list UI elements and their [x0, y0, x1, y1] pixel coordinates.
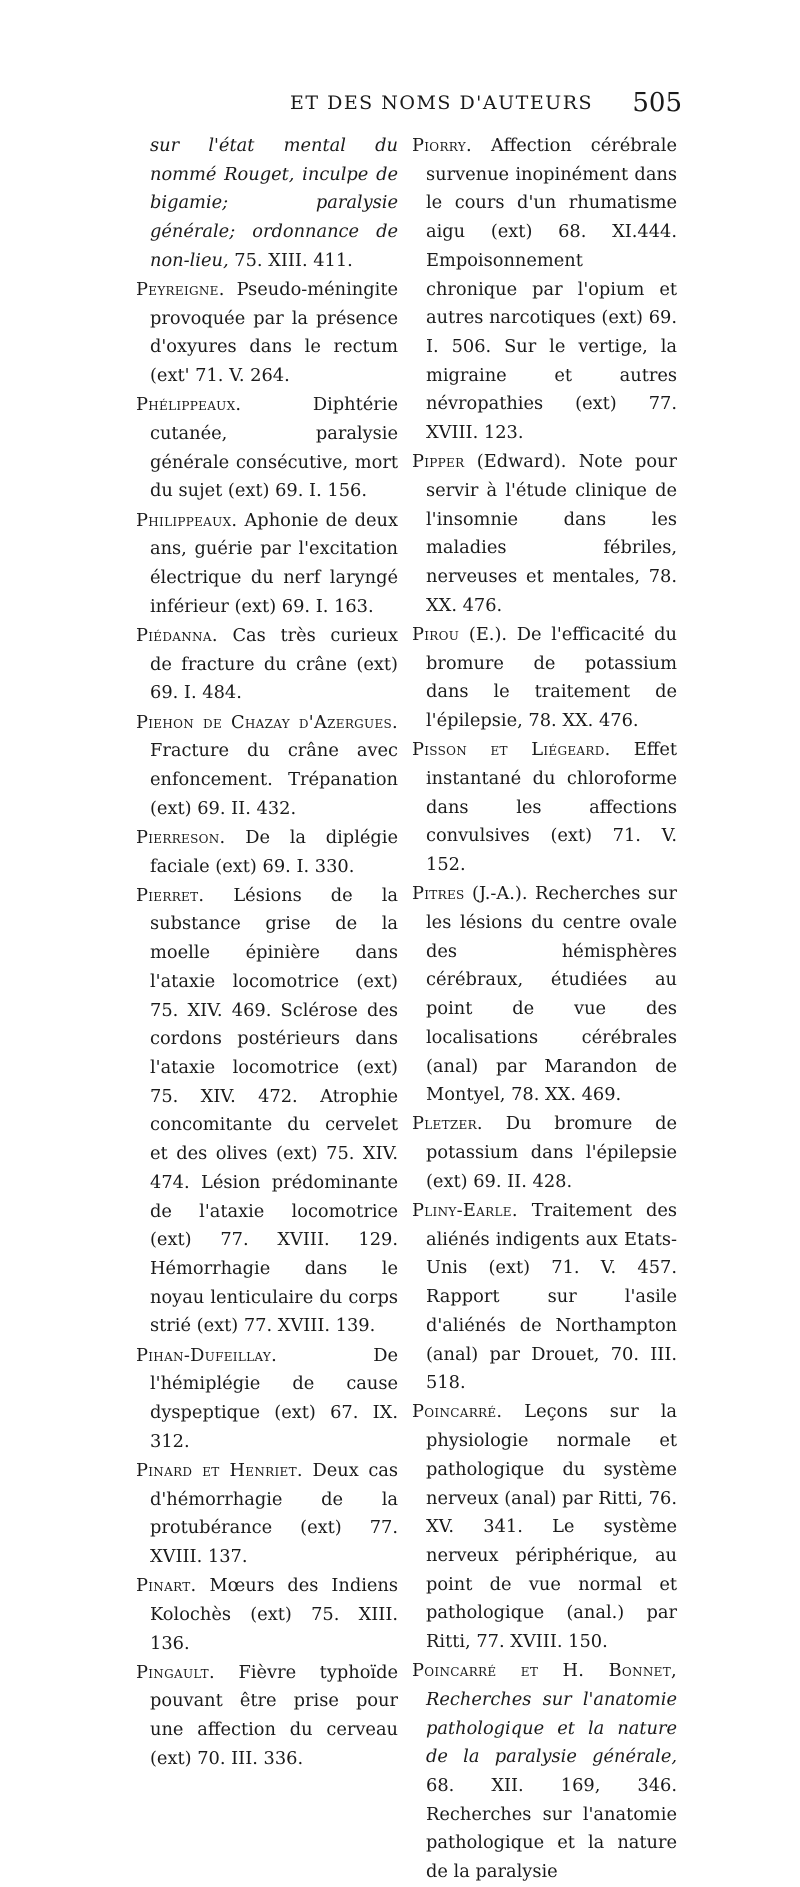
running-head — [130, 88, 682, 122]
author-name: Piorry. — [412, 135, 472, 156]
entry-text: Mœurs des Indiens Kolochès (ext) 75. XIII. 136. — [150, 1575, 398, 1654]
index-entry — [136, 507, 398, 622]
entry-text: Affection cérébrale survenue inopinément dans le cours d'un rhumatisme aigu (ext) 68. XI.444. Empoisonnement chronique par l'opium et autres narcotiques (ext) 69. I. 506. Sur le vertige, la migraine et autres névropathies (ext) 77. XVIII. 123. — [426, 135, 677, 444]
author-name: Pingault. — [136, 1661, 215, 1683]
entry-text: Lésions de la substance grise de la moelle épinière dans l'ataxie locomotrice (ext) 75. XIV. 469. Sclérose des cordons postérieurs dans l'ataxie locomotrice (ext) 75. XIV. 472. Atrophie concomitante du cervelet et des olives (ext) 75. XIV. 474. Lésion prédominante de l'ataxie locomotrice (ext) 77. XVIII. 129. Hémorrhagie dans le noyau lenticulaire du corps strié (ext) 77. XVIII. 139. — [150, 884, 398, 1337]
entry-text: (E.). De l'efficacité du bromure de potassium dans le traitement de l'épilepsie, 78. XX. 476. — [426, 623, 677, 732]
author-name: Piehon de Chazay d'Azergues. — [136, 711, 398, 733]
index-entry — [412, 880, 677, 1110]
index-entry — [136, 622, 398, 708]
entry-text: 68. XII. 169, 346. Recherches sur l'anatomie pathologique et la nature de la paralysie — [426, 1775, 677, 1883]
entry-text: Cas très curieux de fracture du crâne (ext) 69. I. 484. — [150, 624, 398, 704]
running-title: ET DES NOMS D'AUTEURS — [290, 92, 594, 114]
author-name: Phélippeaux. — [136, 394, 242, 416]
author-name: Poincarré. — [412, 1401, 503, 1423]
index-entry — [412, 621, 677, 736]
index-entry — [136, 1572, 398, 1658]
entry-text: Aphonie de deux ans, guérie par l'excitation électrique du nerf laryngé inférieur (ext) 69. I. 163. — [150, 509, 398, 617]
page-number: 505 — [632, 88, 682, 118]
index-entry — [412, 736, 677, 880]
entry-text: De l'hémiplégie de cause dyspeptique (ext) 67. IX. 312. — [150, 1344, 398, 1452]
entry-text: Fracture du crâne avec enfoncement. Trépanation (ext) 69. II. 432. — [150, 740, 398, 819]
index-entry — [136, 709, 398, 824]
author-name: Pletzer. — [412, 1113, 483, 1135]
author-name: Pipper — [412, 451, 465, 473]
index-entry — [136, 1457, 398, 1572]
author-name: Pirou — [412, 623, 460, 645]
index-entry — [136, 1659, 398, 1774]
author-name: Pihan-Dufeillay. — [136, 1344, 278, 1366]
entry-text: Effet instantané du chloroforme dans les affections convulsives (ext) 71. V. 152. — [426, 739, 678, 876]
entry-text: Fièvre typhoïde pouvant être prise pour une affection du cerveau (ext) 70. III. 336. — [150, 1661, 398, 1769]
author-name: Philippeaux. — [136, 509, 238, 531]
author-name: Piédanna. — [136, 624, 218, 646]
index-entry — [136, 1342, 398, 1457]
index-entry — [412, 1657, 677, 1887]
author-name: Poincarré et H. Bonnet, — [412, 1660, 677, 1682]
entry-text: Deux cas d'hémorrhagie de la protubérance (ext) 77. XVIII. 137. — [150, 1459, 399, 1567]
author-name: Peyreigne. — [136, 279, 225, 301]
index-entry — [412, 1398, 677, 1656]
entry-text: 75. XIII. 411. — [228, 249, 353, 271]
index-entry — [136, 824, 398, 881]
entry-text: Traitement des aliénés indigents aux Etats-Unis (ext) 71. V. 457. Rapport sur l'asile d'aliénés de Northampton (anal) par Drouet, 70. III. 518. — [426, 1200, 677, 1394]
entry-text: (Edward). Note pour servir à l'étude clinique de l'insomnie dans les maladies fébriles, nerveuses et mentales, 78. XX. 476. — [426, 451, 677, 616]
index-entry — [412, 448, 677, 620]
entry-text: Diphtérie cutanée, paralysie générale consécutive, mort du sujet (ext) 69. I. 156. — [150, 394, 398, 502]
entry-text: (J.-A.). Recherches sur les lésions du centre ovale des hémisphères cérébraux, étudiées au point de vue des localisations cérébrales (anal) par Marandon de Montyel, 78. XX. 469. — [426, 883, 677, 1106]
entry-text: Pseudo-méningite provoquée par la présence d'oxyures dans le rectum (ext' 71. V. 264. — [150, 279, 398, 387]
work-title: Recherches sur l'anatomie pathologique et la nature de la paralysie générale, — [426, 1688, 677, 1768]
index-entry — [412, 132, 677, 448]
author-name: Pitres — [412, 883, 465, 905]
author-name: Pinart. — [136, 1575, 197, 1597]
index-entry-continuation — [136, 132, 398, 276]
author-name: Pisson et Liégeard. — [412, 739, 611, 761]
entry-text: Du bromure de potassium dans l'épilepsie (ext) 69. II. 428. — [426, 1113, 677, 1192]
left-column — [136, 132, 398, 1774]
work-title: sur l'état mental du nommé Rouget, inculpe de bigamie; paralysie générale; ordonnance de non-lieu, — [150, 135, 398, 271]
entry-text: Leçons sur la physiologie normale et pathologique du système nerveux (anal) par Ritti, 76. XV. 341. Le système nerveux périphérique, au point de vue normal et pathologique (anal.) par Ritti, 77. XVIII. 150. — [426, 1401, 677, 1653]
author-name: Pierreson. — [136, 826, 226, 848]
index-entry — [412, 1197, 677, 1398]
right-column — [412, 132, 677, 1887]
author-name: Pinard et Henriet. — [136, 1459, 303, 1481]
entry-text: De la diplégie faciale (ext) 69. I. 330. — [150, 826, 398, 877]
author-name: Pierret. — [136, 884, 205, 906]
index-entry — [136, 391, 398, 506]
author-name: Pliny-Earle. — [412, 1200, 518, 1222]
index-entry — [136, 276, 398, 391]
index-entry — [412, 1110, 677, 1196]
index-entry — [136, 882, 398, 1341]
